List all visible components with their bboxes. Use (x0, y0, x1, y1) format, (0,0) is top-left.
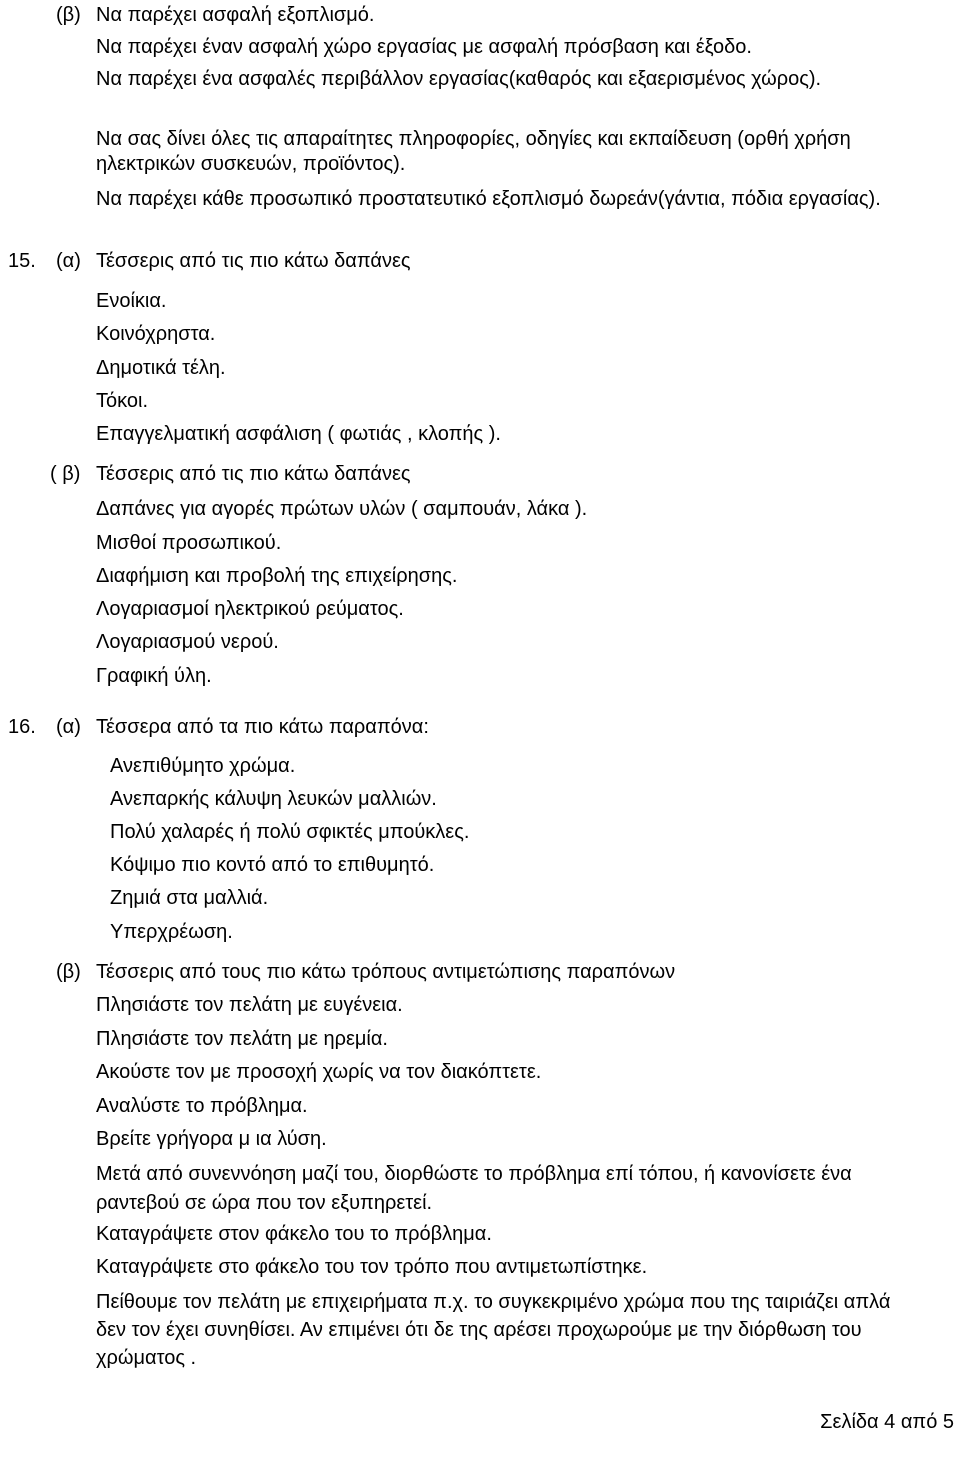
list-item: Δημοτικά τέλη. (96, 357, 226, 379)
list-item: Μισθοί προσωπικού. (96, 532, 282, 554)
list-item: Πλησιάστε τον πελάτη με ευγένεια. (96, 994, 403, 1016)
list-item: Επαγγελματική ασφάλιση ( φωτιάς , κλοπής ). (96, 423, 501, 445)
list-item: Πλησιάστε τον πελάτη με ηρεμία. (96, 1028, 388, 1050)
item-label: (β) (56, 4, 81, 26)
question-number: 16. (8, 716, 36, 738)
list-item: Βρείτε γρήγορα μ ια λύση. (96, 1128, 327, 1150)
list-item: Πείθουμε τον πελάτη με επιχειρήματα π.χ. το συγκεκριμένο χρώμα που της ταιριάζει απλά δεν τον έχει συνηθίσει. Αν επιμένει ότι δε της αρέσει προχωρούμε με την διόρθωση του χρώματος . (96, 1291, 891, 1369)
list-item: Καταγράψετε στο φάκελο του τον τρόπο που αντιμετωπίστηκε. (96, 1256, 648, 1278)
list-item: Να παρέχει κάθε προσωπικό προστατευτικό εξοπλισμό δωρεάν(γάντια, πόδια εργασίας). (96, 188, 881, 210)
list-item: Λογαριασμοί ηλεκτρικού ρεύματος. (96, 598, 404, 620)
list-item: Καταγράψετε στον φάκελο του το πρόβλημα. (96, 1223, 492, 1245)
item-label: (α) (56, 716, 81, 738)
list-item: Γραφική ύλη. (96, 665, 212, 687)
page-number: Σελίδα 4 από 5 (820, 1411, 954, 1433)
list-item: Υπερχρέωση. (110, 921, 233, 943)
list-item: Να παρέχει ασφαλή εξοπλισμό. (96, 4, 375, 26)
item-label: ( β) (50, 463, 81, 485)
list-item: Να παρέχει έναν ασφαλή χώρο εργασίας με ασφαλή πρόσβαση και έξοδο. (96, 36, 752, 58)
list-item: Ζημιά στα μαλλιά. (110, 887, 269, 909)
section-heading: Τέσσερα από τα πιο κάτω παραπόνα: (96, 716, 429, 738)
item-label: (β) (56, 961, 81, 983)
section-heading: Τέσσερις από τους πιο κάτω τρόπους αντιμετώπισης παραπόνων (96, 961, 676, 983)
list-item: Τόκοι. (96, 390, 149, 412)
question-number: 15. (8, 250, 36, 272)
list-item: Πολύ χαλαρές ή πολύ σφικτές μπούκλες. (110, 821, 470, 843)
list-item: Να σας δίνει όλες τις απαραίτητες πληροφορίες, οδηγίες και εκπαίδευση (ορθή χρήση ηλεκτρικών συσκευών, προϊόντος). (96, 128, 851, 175)
list-item: Κοινόχρηστα. (96, 323, 216, 345)
list-item: Ανεπιθύμητο χρώμα. (110, 755, 296, 777)
section-heading: Τέσσερις από τις πιο κάτω δαπάνες (96, 250, 411, 272)
list-item: Ενοίκια. (96, 290, 167, 312)
list-item: Μετά από συνεννόηση μαζί του, διορθώστε το πρόβλημα επί τόπου, ή κανονίσετε ένα ραντεβού σε ώρα που τον εξυπηρετεί. (96, 1163, 852, 1214)
list-item: Αναλύστε το πρόβλημα. (96, 1095, 308, 1117)
list-item: Κόψιμο πιο κοντό από το επιθυμητό. (110, 854, 435, 876)
list-item: Ακούστε τον με προσοχή χωρίς να τον διακόπτετε. (96, 1061, 542, 1083)
section-heading: Τέσσερις από τις πιο κάτω δαπάνες (96, 463, 411, 485)
list-item: Δαπάνες για αγορές πρώτων υλών ( σαμπουάν, λάκα ). (96, 498, 588, 520)
list-item: Λογαριασμού νερού. (96, 631, 279, 653)
list-item: Ανεπαρκής κάλυψη λευκών μαλλιών. (110, 788, 437, 810)
item-label: (α) (56, 250, 81, 272)
list-item: Να παρέχει ένα ασφαλές περιβάλλον εργασίας(καθαρός και εξαερισμένος χώρος). (96, 68, 822, 90)
list-item: Διαφήμιση και προβολή της επιχείρησης. (96, 565, 458, 587)
